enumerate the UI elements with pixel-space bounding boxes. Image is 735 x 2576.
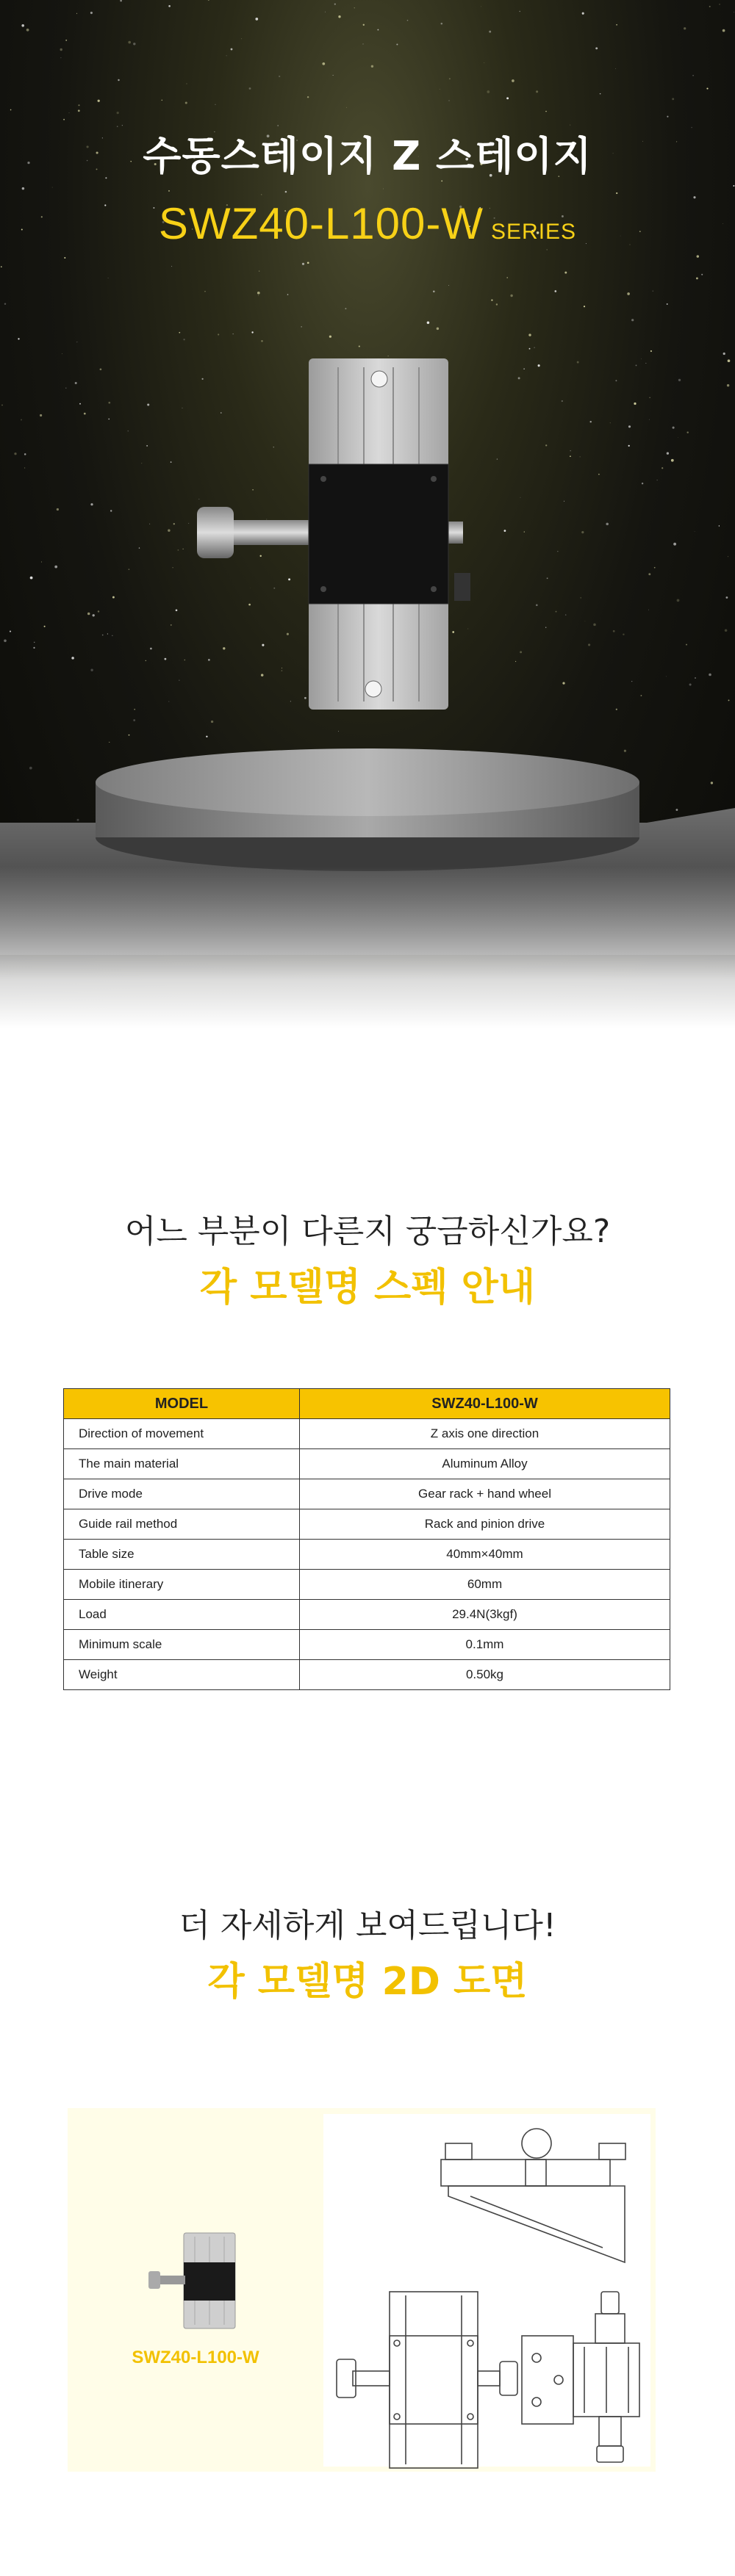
- spec-row-value: 29.4N(3kgf): [300, 1600, 670, 1630]
- spec-row-label: Minimum scale: [64, 1630, 300, 1660]
- hero-model-code: SWZ40-L100-W: [158, 199, 484, 248]
- spec-row-label: Load: [64, 1600, 300, 1630]
- hero-title: 수동스테이지 Z 스테이지: [143, 133, 592, 179]
- spec-row-label: Drive mode: [64, 1479, 300, 1509]
- spec-row-value: Aluminum Alloy: [300, 1449, 670, 1479]
- spec-row-label: Table size: [64, 1540, 300, 1570]
- spec-header-model: MODEL: [64, 1389, 300, 1419]
- hero-series-label: SERIES: [491, 220, 577, 244]
- drawing-question: 더 자세하게 보여드립니다!: [179, 1907, 556, 1944]
- spec-header-value: SWZ40-L100-W: [300, 1389, 670, 1419]
- spec-row-value: 40mm×40mm: [300, 1540, 670, 1570]
- spec-heading: 각 모델명 스펙 안내: [199, 1266, 536, 1310]
- drawing-model-caption: SWZ40-L100-W: [132, 2348, 259, 2367]
- spec-row-label: Guide rail method: [64, 1509, 300, 1540]
- spec-row-label: Weight: [64, 1660, 300, 1690]
- product-thumbnail: [148, 2233, 235, 2328]
- spec-row-label: Mobile itinerary: [64, 1570, 300, 1600]
- spec-row-value: Gear rack + hand wheel: [300, 1479, 670, 1509]
- spec-row-value: Z axis one direction: [300, 1419, 670, 1449]
- technical-drawing: [337, 2129, 639, 2468]
- drawing-heading: 각 모델명 2D 도면: [207, 1960, 528, 2004]
- spec-row-value: 60mm: [300, 1570, 670, 1600]
- spec-row-value: Rack and pinion drive: [300, 1509, 670, 1540]
- spec-question: 어느 부분이 다른지 궁금하신가요?: [124, 1213, 611, 1250]
- spec-row-value: 0.50kg: [300, 1660, 670, 1690]
- spec-row-label: The main material: [64, 1449, 300, 1479]
- spec-row-value: 0.1mm: [300, 1630, 670, 1660]
- spec-row-label: Direction of movement: [64, 1419, 300, 1449]
